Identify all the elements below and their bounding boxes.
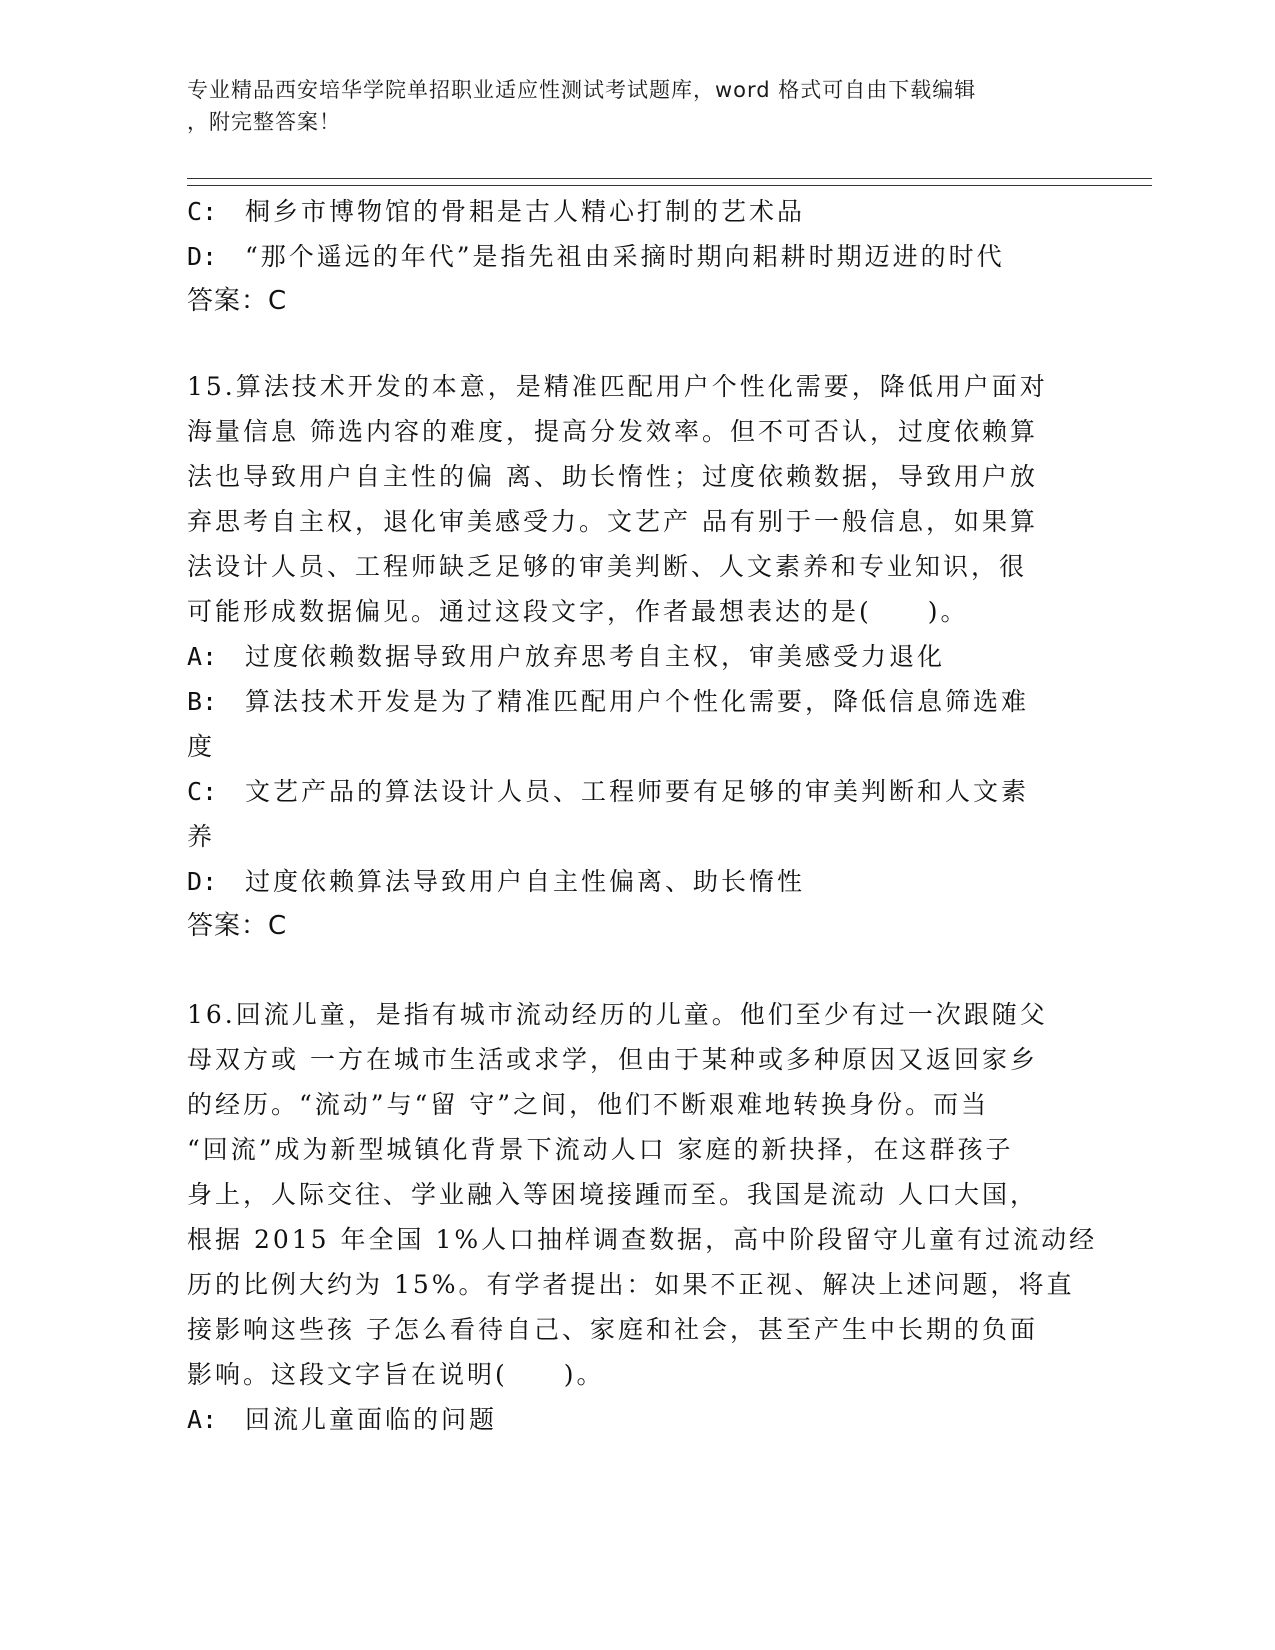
option-text: 回流儿童面临的问题 [245, 1405, 498, 1434]
question-spacer [187, 949, 1082, 992]
q15-option-a [187, 634, 1082, 679]
option-label: A: [187, 642, 218, 671]
stem-line: 历的比例大约为 15%。有学者提出：如果不正视、解决上述问题，将直 [187, 1270, 1075, 1299]
document-header [187, 74, 1067, 138]
option-text: 算法技术开发是为了精准匹配用户个性化需要，降低信息筛选难 [245, 687, 1030, 716]
option-label: D: [187, 242, 218, 271]
option-text: 文艺产品的算法设计人员、工程师要有足够的审美判断和人文素 [245, 777, 1030, 806]
stem-line: 接影响这些孩 子怎么看待自己、家庭和社会，甚至产生中长期的负面 [187, 1315, 1038, 1344]
stem-line: 可能形成数据偏见。通过这段文字，作者最想表达的是( )。 [187, 597, 969, 626]
q15-option-b [187, 679, 1082, 724]
option-label: C: [187, 197, 218, 226]
stem-line: 法也导致用户自主性的偏 离、助长惰性；过度依赖数据，导致用户放 [187, 462, 1038, 491]
prev-option-d [187, 234, 1082, 279]
prev-option-c [187, 189, 1082, 234]
option-text: 过度依赖数据导致用户放弃思考自主权，审美感受力退化 [245, 642, 946, 671]
q15-option-c [187, 769, 1082, 814]
option-label: B: [187, 687, 218, 716]
header-line-1: 专业精品西安培华学院单招职业适应性测试考试题库，word 格式可自由下载编辑 [187, 78, 977, 102]
stem-line: 身上，人际交往、学业融入等困境接踵而至。我国是流动 人口大国， [187, 1180, 1038, 1209]
header-divider-top [187, 178, 1152, 179]
question-16-stem [187, 992, 1098, 1397]
document-body [187, 189, 1098, 1442]
option-text: “那个遥远的年代”是指先祖由采摘时期向耜耕时期迈进的时代 [245, 242, 1005, 271]
option-label: A: [187, 1405, 218, 1434]
stem-line: 母双方或 一方在城市生活或求学，但由于某种或多种原因又返回家乡 [187, 1045, 1038, 1074]
q16-option-a [187, 1397, 1082, 1442]
q15-answer: 答案：C [187, 911, 288, 941]
stem-line: 弃思考自主权，退化审美感受力。文艺产 品有别于一般信息，如果算 [187, 507, 1038, 536]
question-spacer [187, 324, 1082, 364]
q15-option-b-continuation: 度 [187, 732, 216, 761]
question-15-stem [187, 364, 1082, 634]
header-divider-bottom [187, 185, 1152, 186]
stem-line: 16.回流儿童，是指有城市流动经历的儿童。他们至少有过一次跟随父 [187, 1000, 1048, 1029]
stem-line: 的经历。“流动”与“留 守”之间，他们不断艰难地转换身份。而当 [187, 1090, 990, 1119]
header-line-2: ，附完整答案！ [187, 110, 341, 134]
stem-line: “回流”成为新型城镇化背景下流动人口 家庭的新抉择，在这群孩子 [187, 1135, 1014, 1164]
option-label: D: [187, 867, 218, 896]
prev-answer: 答案：C [187, 286, 288, 316]
stem-line: 法设计人员、工程师缺乏足够的审美判断、人文素养和专业知识，很 [187, 552, 1028, 581]
option-text: 过度依赖算法导致用户自主性偏离、助长惰性 [245, 867, 806, 896]
stem-line: 影响。这段文字旨在说明( )。 [187, 1360, 605, 1389]
stem-line: 根据 2015 年全国 1%人口抽样调查数据，高中阶段留守儿童有过流动经 [187, 1225, 1098, 1254]
stem-line: 海量信息 筛选内容的难度，提高分发效率。但不可否认，过度依赖算 [187, 417, 1038, 446]
option-text: 桐乡市博物馆的骨耜是古人精心打制的艺术品 [245, 197, 806, 226]
q15-option-c-continuation: 养 [187, 822, 216, 851]
option-label: C: [187, 777, 218, 806]
stem-line: 15.算法技术开发的本意，是精准匹配用户个性化需要，降低用户面对 [187, 372, 1048, 401]
q15-option-d [187, 859, 1082, 904]
